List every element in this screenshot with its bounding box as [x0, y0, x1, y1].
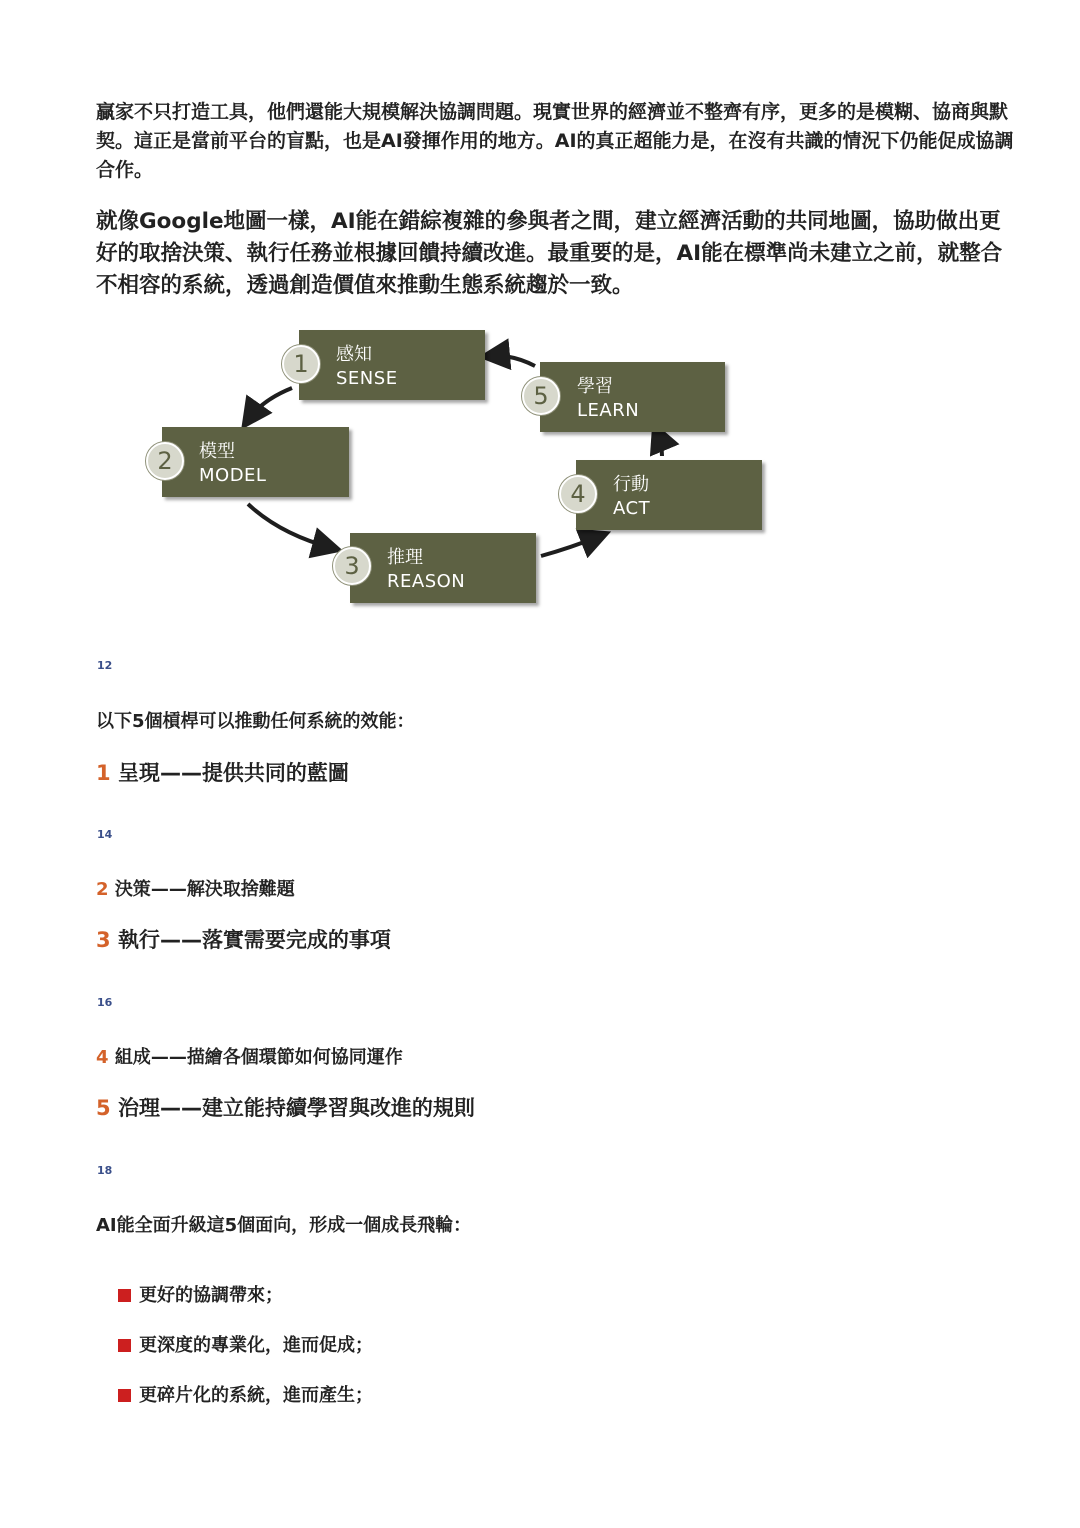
- levers-intro: 以下5個槓桿可以推動任何系統的效能：: [96, 711, 415, 732]
- arrow-reason-to-act: [541, 536, 600, 556]
- lever-desc: ——落實需要完成的事項: [159, 928, 391, 952]
- bullet-text: 更碎片化的系統，進而產生；: [139, 1385, 373, 1406]
- lever-number: 4: [96, 1047, 109, 1068]
- lever-item-3: [96, 924, 391, 954]
- lever-item-1: [96, 757, 349, 787]
- lever-item-2: [96, 875, 295, 901]
- cycle-label-en: ACT: [613, 498, 651, 519]
- bullet-item: [118, 1331, 373, 1357]
- lever-item-4: [96, 1043, 403, 1069]
- lever-desc: ——解決取捨難題: [150, 879, 295, 900]
- lever-item-5: [96, 1092, 475, 1122]
- cycle-box-learn: [540, 362, 725, 432]
- bullet-square-icon: [118, 1289, 131, 1302]
- arrow-sense-to-model: [248, 388, 292, 420]
- lever-name: 呈現: [117, 761, 160, 785]
- bullet-item: [118, 1281, 283, 1307]
- lever-number: 2: [96, 879, 109, 900]
- lever-name: 組成: [114, 1047, 151, 1068]
- lever-desc: ——提供共同的藍圖: [159, 761, 349, 785]
- cycle-label-en: LEARN: [577, 400, 640, 421]
- intro-paragraph-1: 贏家不只打造工具，他們還能大規模解決協調問題。現實世界的經濟並不整齊有序，更多的是模糊、協商與默契。這正是當前平台的盲點，也是AI發揮作用的地方。AI的真正超能力是，在沒有共識的情況下仍能促成協調合作。: [96, 101, 1014, 181]
- cycle-badge-2: 2: [146, 442, 184, 480]
- page-marker: 18: [97, 1164, 113, 1177]
- bullet-text: 更深度的專業化，進而促成；: [139, 1335, 373, 1356]
- cycle-box-reason: [350, 533, 536, 603]
- bullet-text: 更好的協調帶來；: [139, 1285, 283, 1306]
- flywheel-intro: AI能全面升級這5個面向，形成一個成長飛輪：: [96, 1215, 472, 1236]
- lever-number: 3: [96, 928, 111, 952]
- lever-number: 1: [96, 761, 111, 785]
- lever-number: 5: [96, 1096, 111, 1120]
- arrow-model-to-reason: [248, 504, 332, 548]
- arrow-learn-to-sense: [490, 356, 535, 366]
- bullet-item: [118, 1381, 373, 1407]
- cycle-label-en: SENSE: [336, 368, 398, 389]
- cycle-badge-5: 5: [522, 377, 560, 415]
- cycle-box-sense: [299, 330, 485, 400]
- page-marker: 16: [97, 996, 113, 1009]
- lever-name: 執行: [117, 928, 160, 952]
- lever-name: 決策: [114, 879, 151, 900]
- cycle-label-en: REASON: [387, 571, 466, 592]
- intro-paragraph-2: 就像Google地圖一樣，AI能在錯綜複雜的參與者之間，建立經濟活動的共同地圖，協助做出更好的取捨決策、執行任務並根據回饋持續改進。最重要的是，AI能在標準尚未建立之前，就整合不相容的系統，透過創造價值來推動生態系統趨於一致。: [96, 209, 1003, 298]
- cycle-badge-4: 4: [559, 475, 597, 513]
- lever-desc: ——描繪各個環節如何協同運作: [150, 1047, 403, 1068]
- cycle-diagram: [0, 320, 1080, 620]
- arrow-act-to-learn: [657, 432, 662, 456]
- cycle-label-zh: 行動: [613, 474, 649, 495]
- cycle-badge-1: 1: [282, 345, 320, 383]
- cycle-label-en: MODEL: [199, 465, 267, 486]
- cycle-box-model: [162, 427, 349, 497]
- cycle-label-zh: 模型: [199, 441, 235, 462]
- lever-desc: ——建立能持續學習與改進的規則: [159, 1096, 475, 1120]
- cycle-label-zh: 感知: [336, 344, 372, 365]
- page-marker: 12: [97, 659, 113, 672]
- cycle-label-zh: 學習: [577, 376, 613, 397]
- cycle-box-act: [576, 460, 762, 530]
- bullet-square-icon: [118, 1389, 131, 1402]
- cycle-label-zh: 推理: [387, 547, 423, 568]
- page-marker: 14: [97, 828, 113, 841]
- cycle-badge-3: 3: [333, 547, 371, 585]
- bullet-square-icon: [118, 1339, 131, 1352]
- lever-name: 治理: [117, 1096, 160, 1120]
